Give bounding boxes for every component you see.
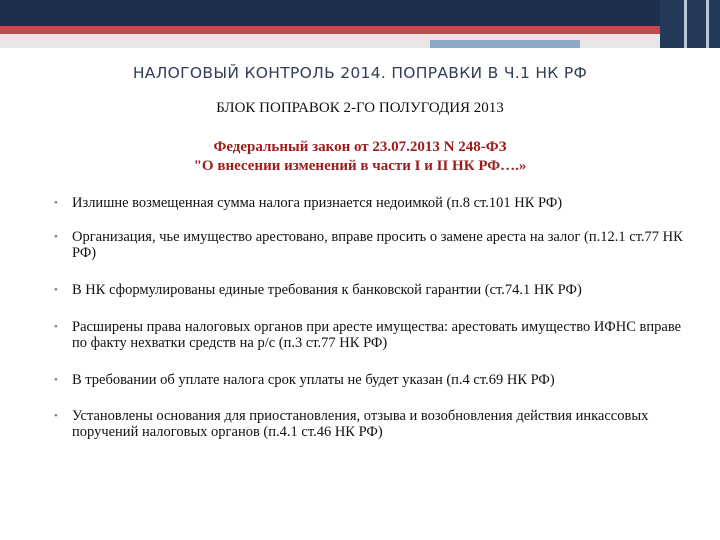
corner-line — [684, 0, 687, 48]
bullet-dot-icon: • — [54, 321, 58, 333]
corner-line — [706, 0, 709, 48]
law-line-1: Федеральный закон от 23.07.2013 N 248-ФЗ — [213, 139, 507, 155]
red-stripe — [0, 26, 720, 34]
bullet-text: В требовании об уплате налога срок уплаты не будет указан (п.4 ст.69 НК РФ) — [72, 372, 555, 388]
bullet-item — [46, 319, 686, 351]
bullet-dot-icon: • — [54, 284, 58, 296]
slide-title: НАЛОГОВЫЙ КОНТРОЛЬ 2014. ПОПРАВКИ В Ч.1 НК РФ — [132, 64, 588, 82]
bullet-item — [46, 408, 686, 440]
top-decorative-band — [0, 0, 720, 48]
bullet-item — [46, 195, 686, 211]
bullet-text: Расширены права налоговых органов при аресте имущества: арестовать имущество ИФНС вправе по факту нехватки средств на р/с (п.3 ст.77 НК РФ) — [72, 319, 682, 351]
corner-block — [660, 0, 720, 48]
bullet-dot-icon: • — [54, 410, 58, 422]
grey-stripe — [0, 34, 720, 48]
bullet-text: Организация, чье имущество арестовано, вправе просить о замене ареста на залог (п.12.1 ст.77 НК РФ) — [72, 229, 683, 261]
law-line-2: "О внесении изменений в части I и II НК РФ….» — [193, 158, 527, 174]
law-reference — [0, 138, 720, 176]
bullet-item — [46, 282, 686, 298]
bullet-dot-icon: • — [54, 231, 58, 243]
navy-stripe — [0, 0, 720, 26]
bullet-list — [46, 195, 686, 440]
slide-subtitle: БЛОК ПОПРАВОК 2-ГО ПОЛУГОДИЯ 2013 — [216, 100, 504, 116]
bullet-dot-icon: • — [54, 374, 58, 386]
bullet-text: Излишне возмещенная сумма налога признается недоимкой (п.8 ст.101 НК РФ) — [72, 195, 563, 211]
blue-accent-stripe — [430, 40, 580, 48]
bullet-dot-icon: • — [54, 197, 58, 209]
bullet-text: Установлены основания для приостановления, отзыва и возобновления действия инкассовых поручений налоговых органов (п.4.1 ст.46 НК РФ) — [72, 408, 649, 440]
bullet-item — [46, 229, 686, 261]
bullet-text: В НК сформулированы единые требования к банковской гарантии (ст.74.1 НК РФ) — [72, 282, 582, 298]
bullet-item — [46, 372, 686, 388]
